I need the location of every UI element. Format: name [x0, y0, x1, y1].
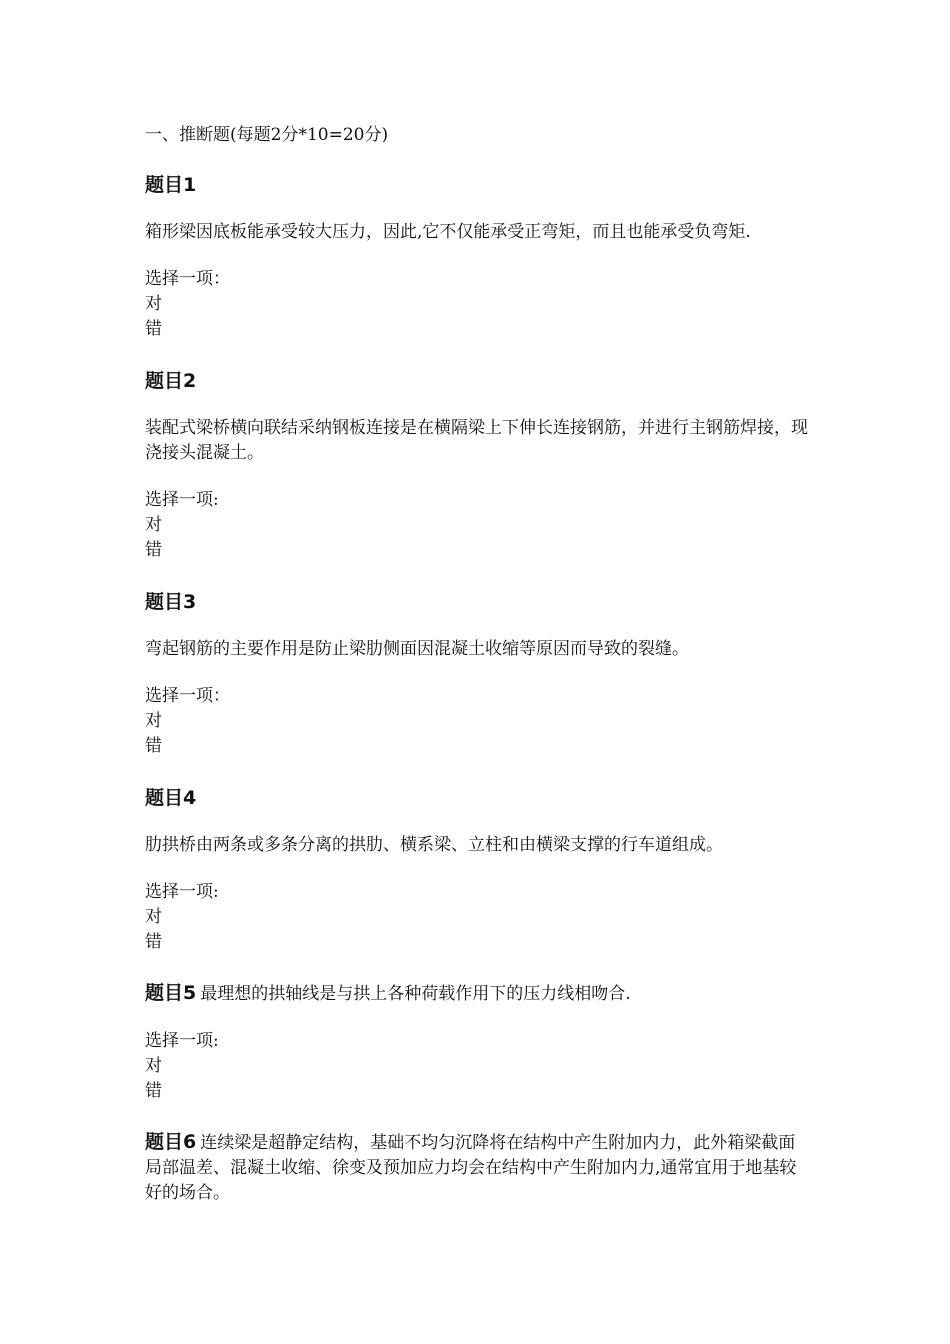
answer-options — [145, 1029, 810, 1104]
question-heading: 题目3 — [145, 591, 197, 613]
option-false[interactable]: 错 — [145, 1081, 162, 1101]
question-heading: 题目4 — [145, 787, 197, 809]
question-text: 装配式梁桥横向联结采纳钢板连接是在横隔梁上下伸长连接钢筋，并进行主钢筋焊接，现浇接头混凝土。 — [145, 418, 808, 463]
question-text: 肋拱桥由两条或多条分离的拱肋、横系梁、立柱和由横梁支撑的行车道组成。 — [145, 835, 723, 855]
choose-one-prompt: 选择一项: — [145, 882, 219, 902]
question-4 — [145, 785, 810, 955]
choose-one-prompt: 选择一项： — [145, 686, 230, 706]
question-inline — [145, 1130, 810, 1206]
question-6 — [145, 1130, 810, 1206]
option-false[interactable]: 错 — [145, 932, 162, 952]
choose-one-prompt: 选择一项: — [145, 490, 219, 510]
question-2 — [145, 368, 810, 563]
question-text: 箱形梁因底板能承受较大压力，因此,它不仅能承受正弯矩，而且也能承受负弯矩. — [145, 222, 751, 242]
choose-one-prompt: 选择一项： — [145, 269, 230, 289]
answer-options — [145, 267, 810, 342]
answer-options — [145, 488, 810, 563]
option-false[interactable]: 错 — [145, 319, 162, 339]
question-3 — [145, 589, 810, 759]
answer-options — [145, 880, 810, 955]
question-text: 连续梁是超静定结构，基础不均匀沉降将在结构中产生附加内力，此外箱梁截面局部温差、混凝土收缩、徐变及预加应力均会在结构中产生附加内力,通常宜用于地基较好的场合。 — [145, 1133, 797, 1203]
section-title: 一、推断题(每题2分*10=20分) — [145, 125, 389, 145]
answer-options — [145, 684, 810, 759]
option-false[interactable]: 错 — [145, 540, 162, 560]
question-inline — [145, 981, 810, 1007]
question-text: 弯起钢筋的主要作用是防止梁肋侧面因混凝土收缩等原因而导致的裂缝。 — [145, 639, 689, 659]
question-heading: 题目6 — [145, 1131, 197, 1153]
option-true[interactable]: 对 — [145, 294, 162, 314]
option-true[interactable]: 对 — [145, 907, 162, 927]
question-heading: 题目5 — [145, 982, 197, 1004]
option-true[interactable]: 对 — [145, 711, 162, 731]
question-heading: 题目1 — [145, 174, 197, 196]
document-content — [145, 123, 810, 1228]
question-5 — [145, 981, 810, 1104]
question-heading: 题目2 — [145, 370, 197, 392]
option-false[interactable]: 错 — [145, 736, 162, 756]
option-true[interactable]: 对 — [145, 515, 162, 535]
question-text: 最理想的拱轴线是与拱上各种荷载作用下的压力线相吻合. — [200, 984, 631, 1004]
option-true[interactable]: 对 — [145, 1056, 162, 1076]
choose-one-prompt: 选择一项: — [145, 1031, 219, 1051]
question-1 — [145, 172, 810, 342]
